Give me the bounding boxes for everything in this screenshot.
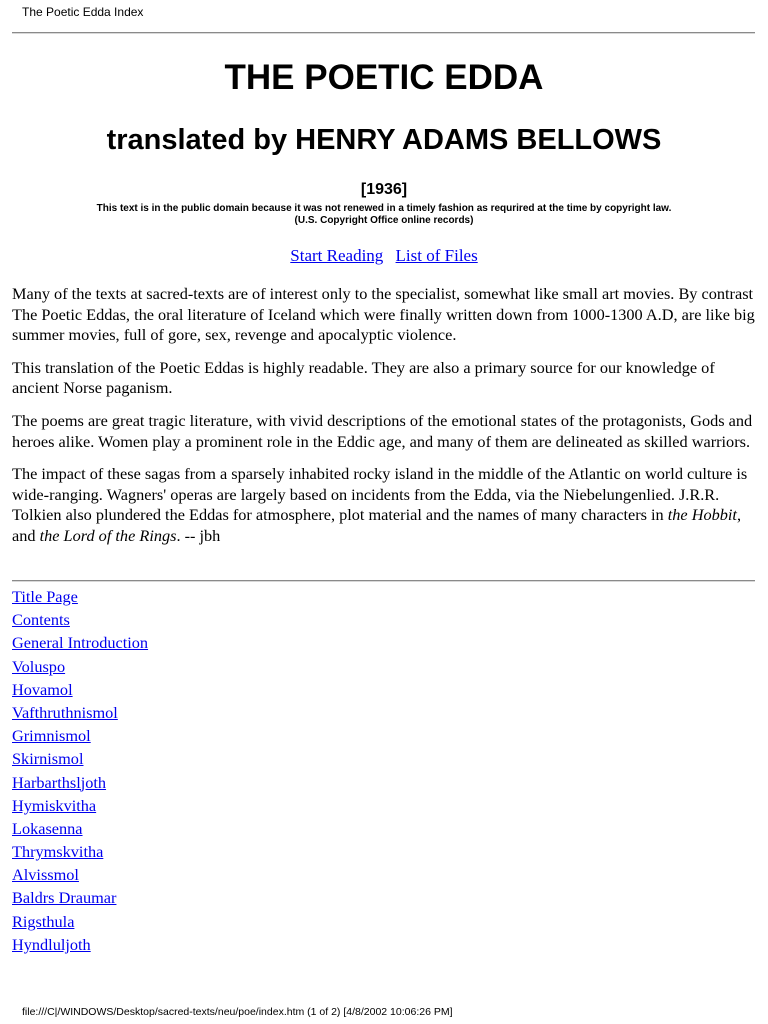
file-link-hyndluljoth[interactable]: Hyndluljoth [12, 934, 91, 954]
top-navigation [0, 246, 768, 266]
copyright-notice-line: This text is in the public domain because it was not renewed in a timely fashion as requrired at the time by copyright law. [96, 203, 672, 214]
page-title: THE POETIC EDDA [224, 58, 544, 97]
file-link-general-introduction[interactable]: General Introduction [12, 633, 149, 653]
list-item [12, 886, 148, 909]
list-item [12, 701, 148, 724]
file-link-title-page[interactable]: Title Page [12, 587, 78, 606]
intro-text: The impact of these sagas from a sparsely inhabited rocky island in the middle of the Atlantic on world culture is wide-ranging. Wagners' operas are largely based on incidents from the Edda, via the Niebelungenlied. J.R.R. Tolkien also plundered the Eddas for atmosphere, plot material and the names of many characters in [12, 464, 748, 525]
start-reading-link[interactable]: Start Reading [290, 246, 384, 265]
running-header: The Poetic Edda Index [22, 5, 144, 19]
intro-text: , and [12, 505, 742, 545]
file-link-harbarthsljoth[interactable]: Harbarthsljoth [12, 772, 107, 792]
introduction [12, 284, 757, 559]
file-link-hymiskvitha[interactable]: Hymiskvitha [12, 795, 97, 815]
publication-year: [1936] [360, 181, 408, 198]
file-link-thrymskvitha[interactable]: Thrymskvitha [12, 842, 104, 862]
file-link-vafthruthnismol[interactable]: Vafthruthnismol [12, 702, 118, 722]
hobbit-title: the Hobbit [667, 505, 737, 525]
copyright-source-line: (U.S. Copyright Office online records) [294, 215, 474, 226]
file-link-baldrs-draumar[interactable]: Baldrs Draumar [12, 888, 117, 908]
file-link-grimnismol[interactable]: Grimnismol [12, 726, 91, 746]
file-link-alvissmol[interactable]: Alvissmol [12, 865, 79, 885]
list-item [12, 655, 148, 678]
list-item [12, 585, 148, 608]
list-item [12, 678, 148, 701]
list-item [12, 747, 148, 770]
content-divider [12, 580, 755, 582]
list-item [12, 724, 148, 747]
list-item [12, 631, 148, 654]
list-of-files-link[interactable]: List of Files [395, 246, 478, 265]
list-item [12, 817, 148, 840]
file-link-hovamol[interactable]: Hovamol [12, 679, 73, 699]
intro-paragraph: This translation of the Poetic Eddas is highly readable. They are also a primary source for our knowledge of ancient Norse paganism. [12, 357, 715, 398]
file-list [12, 585, 148, 956]
copyright-notice [0, 203, 768, 227]
lord-of-the-rings-title: the Lord of the Rings [39, 525, 177, 545]
file-link-skirnismol[interactable]: Skirnismol [12, 749, 84, 769]
list-item [12, 863, 148, 886]
list-item [12, 794, 148, 817]
intro-paragraph: The poems are great tragic literature, with vivid descriptions of the emotional states of the protagonists, Gods and heroes alike. Women play a prominent role in the Eddic age, and many of them are delineated as skilled warriors. [12, 410, 753, 451]
intro-paragraph: Many of the texts at sacred-texts are of interest only to the specialist, somewhat like small art movies. By contrast The Poetic Eddas, the oral literature of Iceland which were finally written down from 1000-1300 A.D, are like big summer movies, full of gore, sex, revenge and apocalyptic violence. [12, 284, 755, 345]
file-link-contents[interactable]: Contents [12, 610, 70, 630]
list-item [12, 771, 148, 794]
file-link-rigsthula[interactable]: Rigsthula [12, 911, 75, 931]
file-link-voluspo[interactable]: Voluspo [12, 656, 66, 676]
list-item [12, 608, 148, 631]
intro-paragraph [12, 464, 757, 546]
print-footer: file:///C|/WINDOWS/Desktop/sacred-texts/neu/poe/index.htm (1 of 2) [4/8/2002 10:06:26 PM] [22, 1006, 453, 1018]
list-item [12, 910, 148, 933]
file-link-lokasenna[interactable]: Lokasenna [12, 818, 83, 838]
list-item [12, 933, 148, 956]
list-item [12, 840, 148, 863]
intro-signature: . -- jbh [176, 525, 221, 545]
top-divider [12, 32, 755, 34]
page-subtitle: translated by HENRY ADAMS BELLOWS [106, 124, 662, 156]
